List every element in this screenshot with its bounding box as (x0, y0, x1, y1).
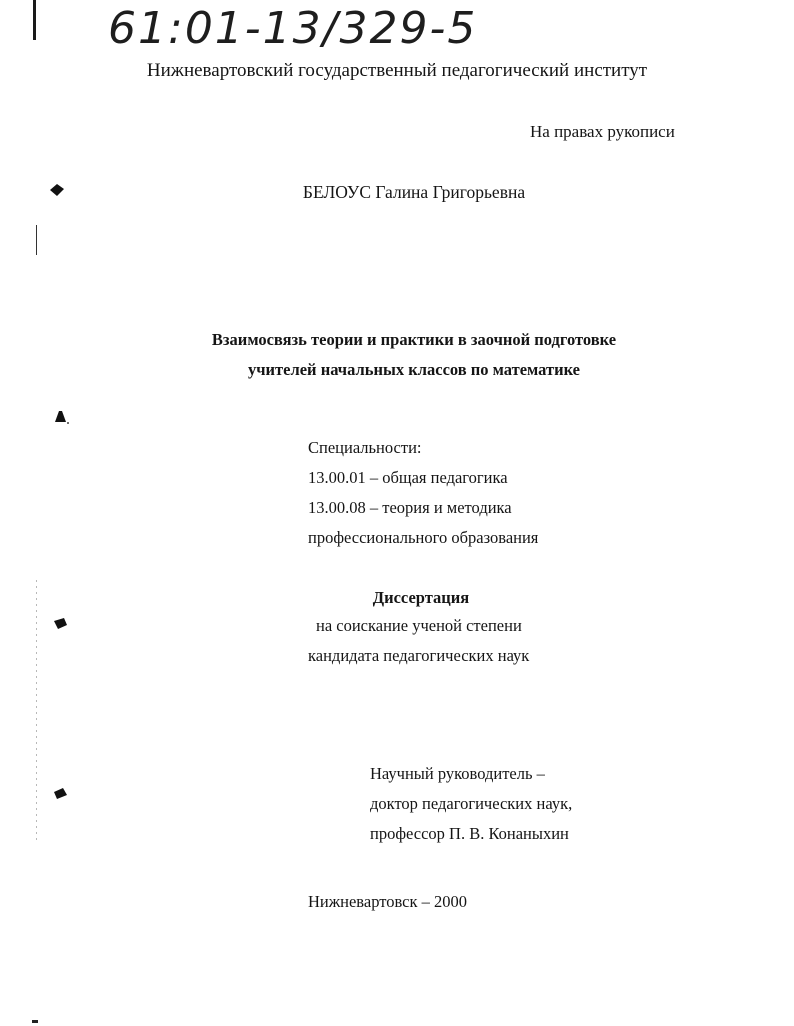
scan-margin-line (36, 225, 37, 255)
supervisor-line: профессор П. В. Конаныхин (370, 824, 569, 843)
supervisor-line: Научный руководитель – (370, 764, 545, 783)
author-name: БЕЛОУС Галина Григорьевна (302, 182, 526, 202)
dissertation-degree-line: на соискание ученой степени (316, 616, 522, 635)
thesis-title-line: Взаимосвязь теории и практики в заочной подготовке (211, 330, 617, 349)
scan-margin-noise (36, 580, 37, 840)
dissertation-degree-line: кандидата педагогических наук (308, 646, 530, 665)
scan-margin-mark (32, 1020, 38, 1023)
manuscript-rights-note: На правах рукописи (530, 122, 675, 141)
specialty-item: 13.00.08 – теория и методика (308, 498, 512, 517)
supervisor-line: доктор педагогических наук, (370, 794, 573, 813)
city-and-year: Нижневартовск – 2000 (308, 892, 468, 911)
binding-hole-mark (52, 786, 70, 802)
scan-margin-line (33, 0, 36, 40)
specialties-heading: Специальности: (308, 438, 422, 457)
specialty-item: профессионального образования (308, 528, 539, 547)
binding-hole-mark (52, 616, 70, 632)
handwritten-archive-code: 61:01-13/329-5 (108, 3, 478, 54)
dissertation-heading: Диссертация (372, 588, 470, 607)
specialty-item: 13.00.01 – общая педагогика (308, 468, 508, 487)
thesis-title-line: учителей начальных классов по математике (247, 360, 581, 379)
binding-hole-mark (52, 408, 70, 426)
institute-name: Нижневартовский государственный педагогический институт (146, 60, 648, 81)
